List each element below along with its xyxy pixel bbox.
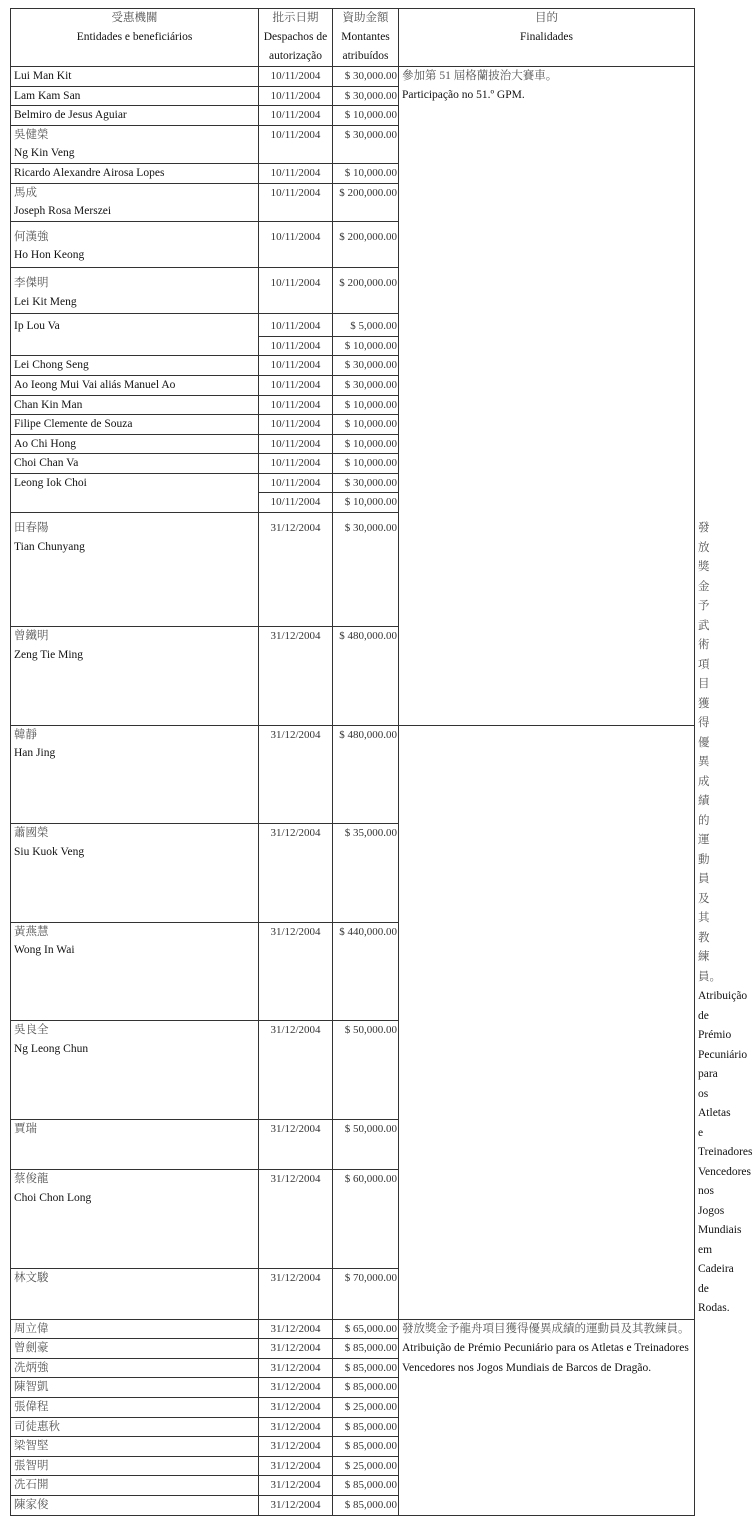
amount-cell: $ 480,000.00 — [333, 627, 399, 726]
amount-cell: $ 30,000.00 — [333, 125, 399, 163]
entity-name-zh: 冼炳強 — [11, 1358, 259, 1378]
entity-name: Filipe Clemente de Souza — [11, 415, 259, 435]
date-cell: 31/12/2004 — [259, 1495, 333, 1515]
amount-cell: $ 200,000.00 — [333, 267, 399, 313]
entity-name: Ng Leong Chun — [14, 1042, 89, 1055]
col-purpose-pt: Finalidades — [519, 31, 574, 43]
amount-cell: $ 50,000.00 — [333, 1021, 399, 1120]
header-row — [11, 9, 695, 67]
entity-name: Lei Kit Meng — [14, 295, 77, 308]
entity-name-zh: 梁智堅 — [11, 1437, 259, 1457]
col-date — [259, 9, 333, 67]
col-entities-zh: 受惠機關 — [111, 12, 158, 24]
entity-name: Wong In Wai — [14, 944, 75, 957]
col-date-zh: 批示日期 — [272, 12, 319, 24]
amount-cell: $ 200,000.00 — [333, 183, 399, 221]
table-row — [11, 725, 695, 824]
entity-name-zh: 曾鐵明 — [14, 630, 49, 643]
entity-name-zh: 李傑明 — [14, 276, 49, 289]
purpose-cell — [399, 1319, 695, 1515]
entity-name-zh: 田春陽 — [14, 522, 49, 535]
entity-name: Siu Kuok Veng — [14, 845, 85, 858]
date-cell: 10/11/2004 — [259, 434, 333, 454]
entity-name: Han Jing — [14, 747, 56, 760]
table-row: 田春陽 Tian Chunyang 31/12/2004 $ 30,000.00 發放獎金予武術項目獲得優異成績的運動員及其教練員。 Atribuição de Prémio Pecuniário para os Atletas e Treinadores Vencedores nos Jogos Mundiais em Cadeira de Rodas. — [11, 513, 695, 627]
date-cell: 31/12/2004 — [259, 1170, 333, 1269]
table-row — [11, 67, 695, 87]
entity-cell — [11, 1170, 259, 1269]
date-cell: 10/11/2004 — [259, 375, 333, 395]
date-cell: 10/11/2004 — [259, 106, 333, 126]
purpose-pt: Atribuição de Prémio Pecuniário para os Atletas e Treinadores Vencedores nos Jogos Mundiais de Barcos de Dragão. — [402, 1342, 689, 1374]
table-row — [11, 1119, 695, 1170]
entity-name-zh: 張智明 — [11, 1456, 259, 1476]
date-cell: 10/11/2004 — [259, 336, 333, 356]
col-amount-pt: Montantes atribuídos — [341, 31, 390, 62]
amount-cell: $ 85,000.00 — [333, 1339, 399, 1359]
amount-cell: $ 85,000.00 — [333, 1417, 399, 1437]
amount-cell: $ 10,000.00 — [333, 395, 399, 415]
amount-cell: $ 30,000.00 — [333, 375, 399, 395]
entity-name: Zeng Tie Ming — [14, 648, 84, 661]
entity-cell — [11, 267, 259, 313]
entity-name-zh: 曾劍豪 — [11, 1339, 259, 1359]
entity-name-zh: 賈瑞 — [11, 1119, 259, 1170]
amount-cell: $ 50,000.00 — [333, 1119, 399, 1170]
date-cell: 10/11/2004 — [259, 183, 333, 221]
entity-name: Lam Kam San — [11, 86, 259, 106]
entity-cell — [11, 183, 259, 221]
entity-name: Joseph Rosa Merszei — [14, 205, 112, 218]
amount-cell: $ 30,000.00 — [333, 67, 399, 87]
amount-cell: $ 30,000.00 — [333, 513, 399, 627]
date-cell: 10/11/2004 — [259, 493, 333, 513]
amount-cell: $ 60,000.00 — [333, 1170, 399, 1269]
date-cell: 31/12/2004 — [259, 725, 333, 824]
entity-name-zh: 司徒惠秋 — [11, 1417, 259, 1437]
col-amount-zh: 資助金額 — [342, 12, 389, 24]
table-row — [11, 1319, 695, 1339]
entity-cell — [11, 513, 259, 627]
entity-cell — [11, 221, 259, 267]
entity-cell — [11, 922, 259, 1021]
date-cell: 31/12/2004 — [259, 1021, 333, 1120]
table-row — [11, 1170, 695, 1269]
entity-name: Chan Kin Man — [11, 395, 259, 415]
amount-cell: $ 30,000.00 — [333, 473, 399, 493]
amount-cell: $ 85,000.00 — [333, 1476, 399, 1496]
amount-cell: $ 10,000.00 — [333, 434, 399, 454]
entity-name: Lui Man Kit — [11, 67, 259, 87]
date-cell: 10/11/2004 — [259, 415, 333, 435]
entity-name-zh: 吳健榮 — [14, 128, 49, 141]
entity-cell — [11, 125, 259, 163]
amount-cell: $ 10,000.00 — [333, 163, 399, 183]
date-cell: 31/12/2004 — [259, 1417, 333, 1437]
entity-name: Choi Chon Long — [14, 1191, 92, 1204]
entity-name: Ng Kin Veng — [14, 147, 75, 160]
date-cell: 31/12/2004 — [259, 513, 333, 627]
entity-name-zh: 何漢強 — [14, 230, 49, 243]
entity-name-zh: 韓靜 — [14, 728, 37, 741]
date-cell: 10/11/2004 — [259, 267, 333, 313]
entity-name-zh: 馬成 — [14, 186, 37, 199]
entity-name-zh: 張偉程 — [11, 1397, 259, 1417]
col-purpose — [399, 9, 695, 67]
date-cell: 10/11/2004 — [259, 125, 333, 163]
date-cell: 31/12/2004 — [259, 1358, 333, 1378]
purpose-pt: Participação no 51.º GPM. — [402, 88, 525, 101]
col-amount — [333, 9, 399, 67]
amount-cell: $ 480,000.00 — [333, 725, 399, 824]
date-cell: 31/12/2004 — [259, 1397, 333, 1417]
date-cell: 31/12/2004 — [259, 1378, 333, 1398]
entity-cell — [11, 725, 259, 824]
col-purpose-zh: 目的 — [535, 12, 558, 24]
date-cell: 10/11/2004 — [259, 221, 333, 267]
date-cell: 10/11/2004 — [259, 67, 333, 87]
amount-cell: $ 85,000.00 — [333, 1495, 399, 1515]
col-entities-pt: Entidades e beneficiários — [76, 31, 193, 43]
entity-name: Ricardo Alexandre Airosa Lopes — [11, 163, 259, 183]
date-cell: 31/12/2004 — [259, 627, 333, 726]
entity-name: Tian Chunyang — [14, 540, 85, 553]
table-row — [11, 824, 695, 923]
date-cell: 31/12/2004 — [259, 1268, 333, 1319]
entity-name-zh: 蔡俊龍 — [14, 1173, 49, 1186]
amount-cell: $ 30,000.00 — [333, 86, 399, 106]
purpose-cell — [399, 67, 695, 726]
date-cell: 31/12/2004 — [259, 824, 333, 923]
amount-cell: $ 85,000.00 — [333, 1358, 399, 1378]
entity-name-zh: 林文駿 — [11, 1268, 259, 1319]
amount-cell: $ 85,000.00 — [333, 1437, 399, 1457]
entity-name: Leong Iok Choi — [11, 473, 259, 512]
entity-name: Choi Chan Va — [11, 454, 259, 474]
purpose-zh: 發放獎金予龍舟項目獲得優異成績的運動員及其教練員。 — [402, 1322, 690, 1335]
date-cell: 10/11/2004 — [259, 163, 333, 183]
entity-name-zh: 陳家俊 — [11, 1495, 259, 1515]
date-cell: 10/11/2004 — [259, 395, 333, 415]
date-cell: 10/11/2004 — [259, 314, 333, 337]
date-cell: 10/11/2004 — [259, 86, 333, 106]
amount-cell: $ 200,000.00 — [333, 221, 399, 267]
date-cell: 31/12/2004 — [259, 1319, 333, 1339]
amount-cell: $ 10,000.00 — [333, 336, 399, 356]
entity-name: Ao Ieong Mui Vai aliás Manuel Ao — [11, 375, 259, 395]
amount-cell: $ 25,000.00 — [333, 1397, 399, 1417]
amount-cell: $ 65,000.00 — [333, 1319, 399, 1339]
date-cell: 10/11/2004 — [259, 356, 333, 376]
entity-name-zh: 陳智凱 — [11, 1378, 259, 1398]
amount-cell: $ 70,000.00 — [333, 1268, 399, 1319]
entity-name-zh: 吳良全 — [14, 1024, 49, 1037]
entity-cell — [11, 824, 259, 923]
entity-name: Ip Lou Va — [11, 314, 259, 356]
amount-cell: $ 25,000.00 — [333, 1456, 399, 1476]
entity-name: Ho Hon Keong — [14, 249, 85, 262]
amount-cell: $ 10,000.00 — [333, 454, 399, 474]
date-cell: 31/12/2004 — [259, 1476, 333, 1496]
table-row — [11, 1268, 695, 1319]
table-row — [11, 1021, 695, 1120]
grants-table — [10, 8, 753, 1516]
date-cell: 10/11/2004 — [259, 454, 333, 474]
entity-name-zh: 蕭國榮 — [14, 827, 49, 840]
date-cell: 31/12/2004 — [259, 1339, 333, 1359]
entity-name-zh: 黃燕慧 — [14, 925, 49, 938]
table-row — [11, 922, 695, 1021]
entity-name-zh: 周立偉 — [11, 1319, 259, 1339]
amount-cell: $ 10,000.00 — [333, 493, 399, 513]
entity-name: Belmiro de Jesus Aguiar — [11, 106, 259, 126]
date-cell: 31/12/2004 — [259, 1437, 333, 1457]
entity-name: Ao Chi Hong — [11, 434, 259, 454]
amount-cell: $ 10,000.00 — [333, 106, 399, 126]
purpose-zh: 參加第 51 屆格蘭披治大賽車。 — [402, 70, 558, 82]
col-date-pt: Despachos de autorização — [263, 31, 328, 62]
date-cell: 31/12/2004 — [259, 922, 333, 1021]
amount-cell: $ 30,000.00 — [333, 356, 399, 376]
date-cell: 31/12/2004 — [259, 1456, 333, 1476]
entity-cell — [11, 627, 259, 726]
amount-cell: $ 440,000.00 — [333, 922, 399, 1021]
amount-cell: $ 35,000.00 — [333, 824, 399, 923]
amount-cell: $ 5,000.00 — [333, 314, 399, 337]
amount-cell: $ 10,000.00 — [333, 415, 399, 435]
entity-name-zh: 冼石開 — [11, 1476, 259, 1496]
date-cell: 10/11/2004 — [259, 473, 333, 493]
date-cell: 31/12/2004 — [259, 1119, 333, 1170]
amount-cell: $ 85,000.00 — [333, 1378, 399, 1398]
col-entities — [11, 9, 259, 67]
entity-cell — [11, 1021, 259, 1120]
entity-name: Lei Chong Seng — [11, 356, 259, 376]
